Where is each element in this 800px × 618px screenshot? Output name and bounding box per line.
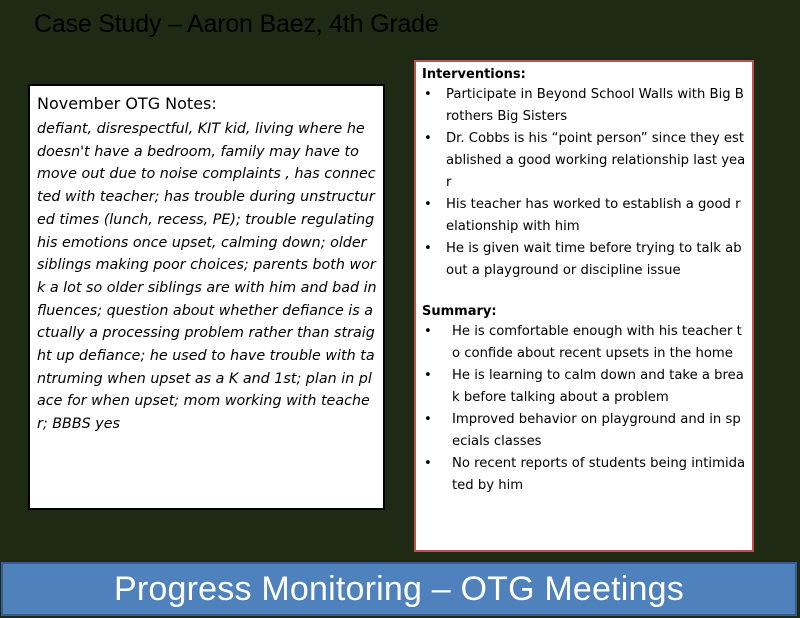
section-spacer [422, 282, 746, 304]
list-item-text: He is learning to calm down and take a break before talking about a problem [452, 368, 744, 405]
summary-heading: Summary: [422, 304, 497, 319]
interventions-list [422, 84, 746, 282]
bullet-icon: • [424, 241, 432, 256]
bullet-icon: • [424, 412, 432, 427]
list-item [422, 194, 746, 238]
bullet-icon: • [424, 131, 432, 146]
notes-box [28, 84, 385, 510]
bullet-icon: • [424, 197, 432, 212]
list-item-text: He is given wait time before trying to talk about a playground or discipline issue [446, 241, 742, 278]
list-item [422, 365, 746, 409]
bullet-icon: • [424, 87, 432, 102]
list-item [422, 128, 746, 194]
bullet-icon: • [424, 368, 432, 383]
footer-title: Progress Monitoring – OTG Meetings [114, 569, 684, 608]
list-item-text: Participate in Beyond School Walls with Big Brothers Big Sisters [446, 87, 744, 124]
interventions-summary-box [414, 60, 754, 552]
slide-title: Case Study – Aaron Baez, 4th Grade [34, 10, 439, 38]
notes-heading: November OTG Notes: [37, 94, 217, 113]
list-item [422, 238, 746, 282]
list-item-text: He is comfortable enough with his teacher to confide about recent upsets in the home [452, 324, 742, 361]
list-item-text: No recent reports of students being intimidated by him [452, 456, 746, 493]
bullet-icon: • [424, 324, 432, 339]
list-item [422, 84, 746, 128]
footer-banner [1, 562, 797, 616]
notes-body: defiant, disrespectful, KIT kid, living where he doesn't have a bedroom, family may have to move out due to noise complaints , has connected with teacher; has trouble during unstructured times (lunch, recess, PE); trouble regulating his emotions once upset, calming down; older siblings making poor choices; parents both work a lot so older siblings are with him and bad influences; question about whether defiance is actually a processing problem rather than straight up defiance; he used to have trouble with tantruming when upset as a K and 1st; plan in place for when upset; mom working with teacher; BBBS yes [37, 121, 377, 433]
bullet-icon: • [424, 456, 432, 471]
list-item-text: Dr. Cobbs is his “point person” since they established a good working relationship last year [446, 131, 746, 190]
list-item-text: Improved behavior on playground and in specials classes [452, 412, 741, 449]
list-item [422, 321, 746, 365]
list-item-text: His teacher has worked to establish a good relationship with him [446, 197, 741, 234]
summary-list [422, 321, 746, 497]
list-item [422, 409, 746, 453]
interventions-heading: Interventions: [422, 67, 526, 82]
list-item [422, 453, 746, 497]
